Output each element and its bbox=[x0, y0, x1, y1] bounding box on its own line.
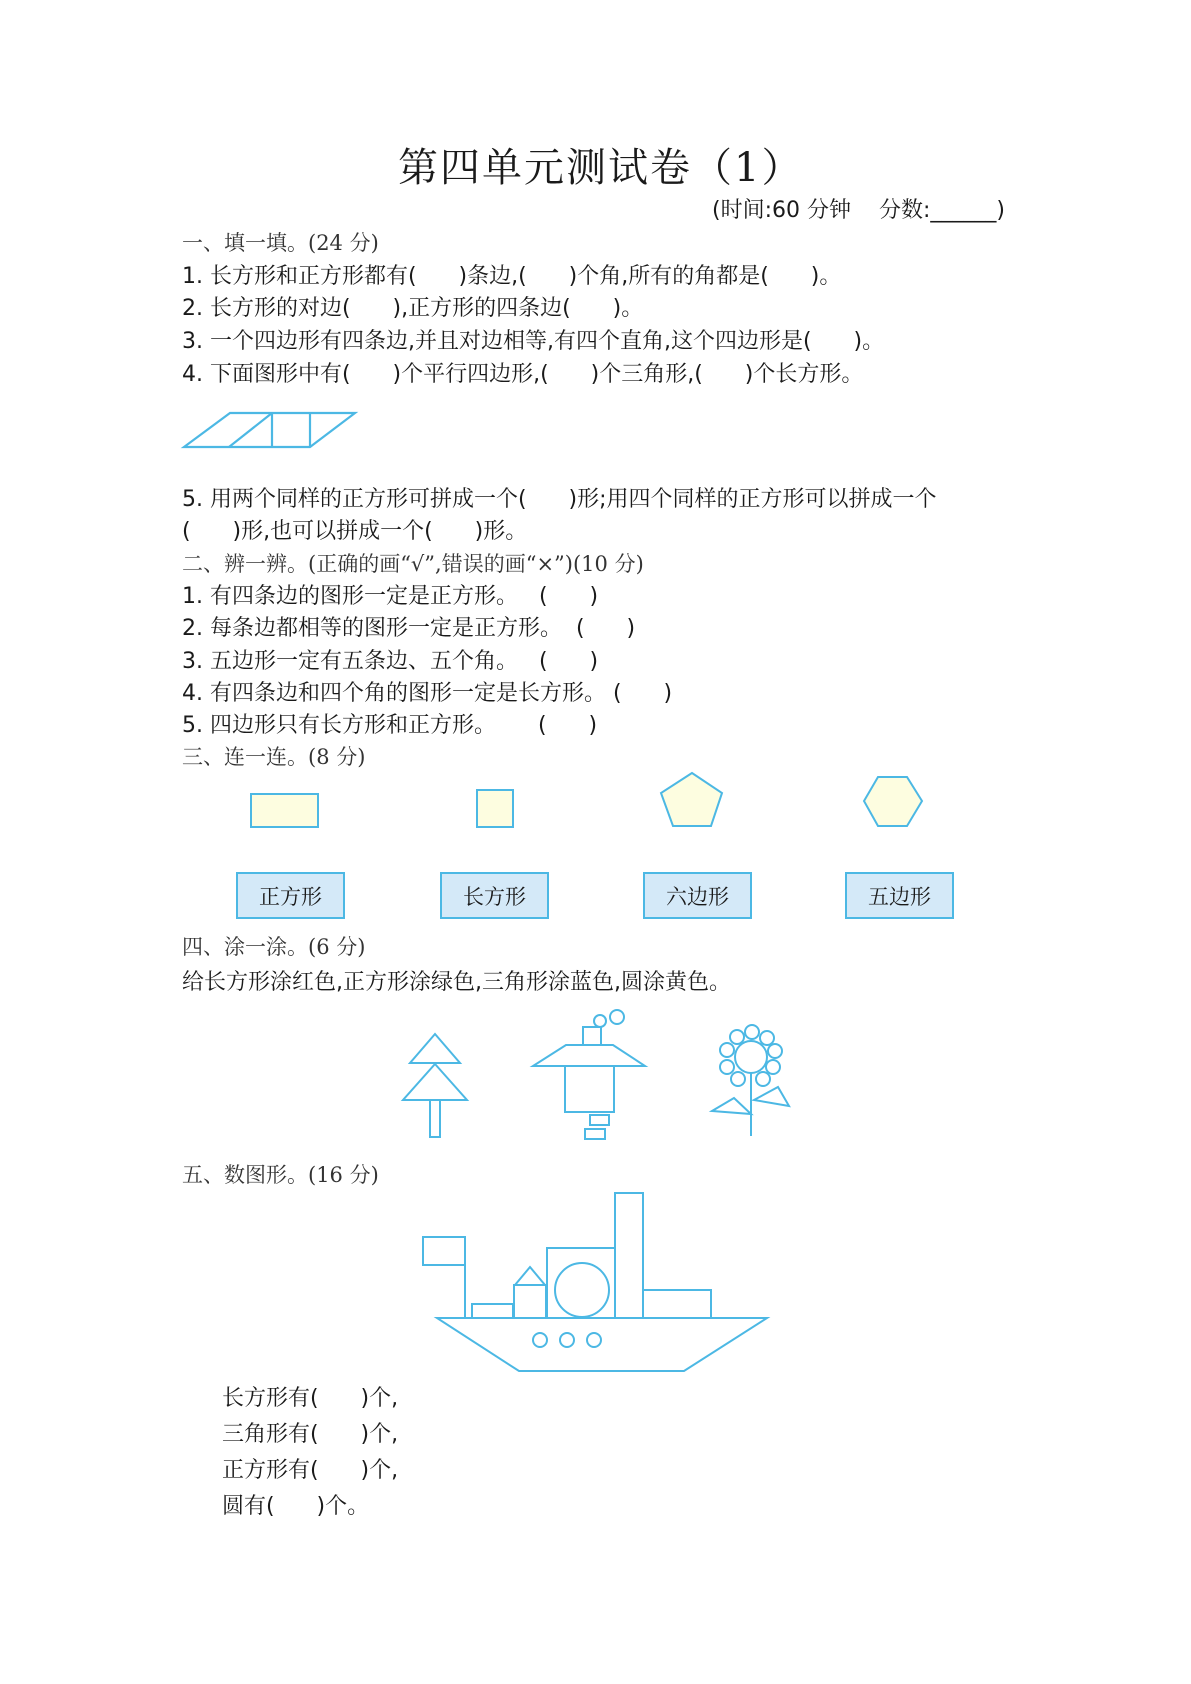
count-squares: 正方形有( )个, bbox=[222, 1458, 399, 1483]
judge-item-5: 5. 四边形只有长方形和正方形。 ( ) bbox=[182, 713, 598, 738]
fill-question-1: 1. 长方形和正方形都有( )条边,( )个角,所有的角都是( )。 bbox=[182, 264, 842, 289]
match-shapes bbox=[251, 773, 922, 827]
flower-figure bbox=[712, 1025, 789, 1136]
tree-figure bbox=[403, 1034, 467, 1137]
hexagon-shape bbox=[864, 777, 922, 826]
count-circles: 圆有( )个。 bbox=[222, 1494, 370, 1519]
exam-meta: (时间:60 分钟 分数:______) bbox=[712, 198, 1005, 223]
section3-heading: 三、连一连。(8 分) bbox=[182, 745, 366, 769]
square-shape bbox=[477, 790, 513, 827]
fill-question-2: 2. 长方形的对边( ),正方形的四条边( )。 bbox=[182, 296, 644, 321]
judge-item-3: 3. 五边形一定有五条边、五个角。 ( ) bbox=[182, 649, 599, 674]
label-pentagon[interactable]: 五边形 bbox=[845, 872, 954, 919]
fill-question-3: 3. 一个四边形有四条边,并且对边相等,有四个直角,这个四边形是( )。 bbox=[182, 329, 885, 354]
fill-question-4: 4. 下面图形中有( )个平行四边形,( )个三角形,( )个长方形。 bbox=[182, 362, 864, 387]
boat-figure bbox=[423, 1193, 767, 1371]
parallelogram-split-figure bbox=[184, 413, 355, 447]
count-triangles: 三角形有( )个, bbox=[222, 1422, 399, 1447]
judge-item-4: 4. 有四条边和四个角的图形一定是长方形。 ( ) bbox=[182, 681, 673, 706]
label-hexagon[interactable]: 六边形 bbox=[643, 872, 752, 919]
fill-question-5: 5. 用两个同样的正方形可拼成一个( )形;用四个同样的正方形可以拼成一个 bbox=[182, 487, 937, 512]
section4-heading: 四、涂一涂。(6 分) bbox=[182, 935, 366, 959]
coloring-instruction: 给长方形涂红色,正方形涂绿色,三角形涂蓝色,圆涂黄色。 bbox=[182, 970, 731, 995]
judge-item-1: 1. 有四条边的图形一定是正方形。 ( ) bbox=[182, 584, 599, 609]
label-square[interactable]: 正方形 bbox=[236, 872, 345, 919]
page-title: 第四单元测试卷（1） bbox=[398, 145, 804, 191]
rectangle-shape bbox=[251, 794, 318, 827]
fill-question-5-cont: ( )形,也可以拼成一个( )形。 bbox=[182, 519, 528, 544]
judge-item-2: 2. 每条边都相等的图形一定是正方形。 ( ) bbox=[182, 616, 636, 641]
house-figure bbox=[533, 1010, 645, 1139]
label-rectangle[interactable]: 长方形 bbox=[440, 872, 549, 919]
count-rectangles: 长方形有( )个, bbox=[222, 1386, 399, 1411]
section2-heading: 二、辨一辨。(正确的画“√”,错误的画“×”)(10 分) bbox=[182, 552, 644, 576]
section1-heading: 一、填一填。(24 分) bbox=[182, 231, 379, 255]
section5-heading: 五、数图形。(16 分) bbox=[182, 1163, 379, 1187]
pentagon-shape bbox=[661, 773, 722, 826]
